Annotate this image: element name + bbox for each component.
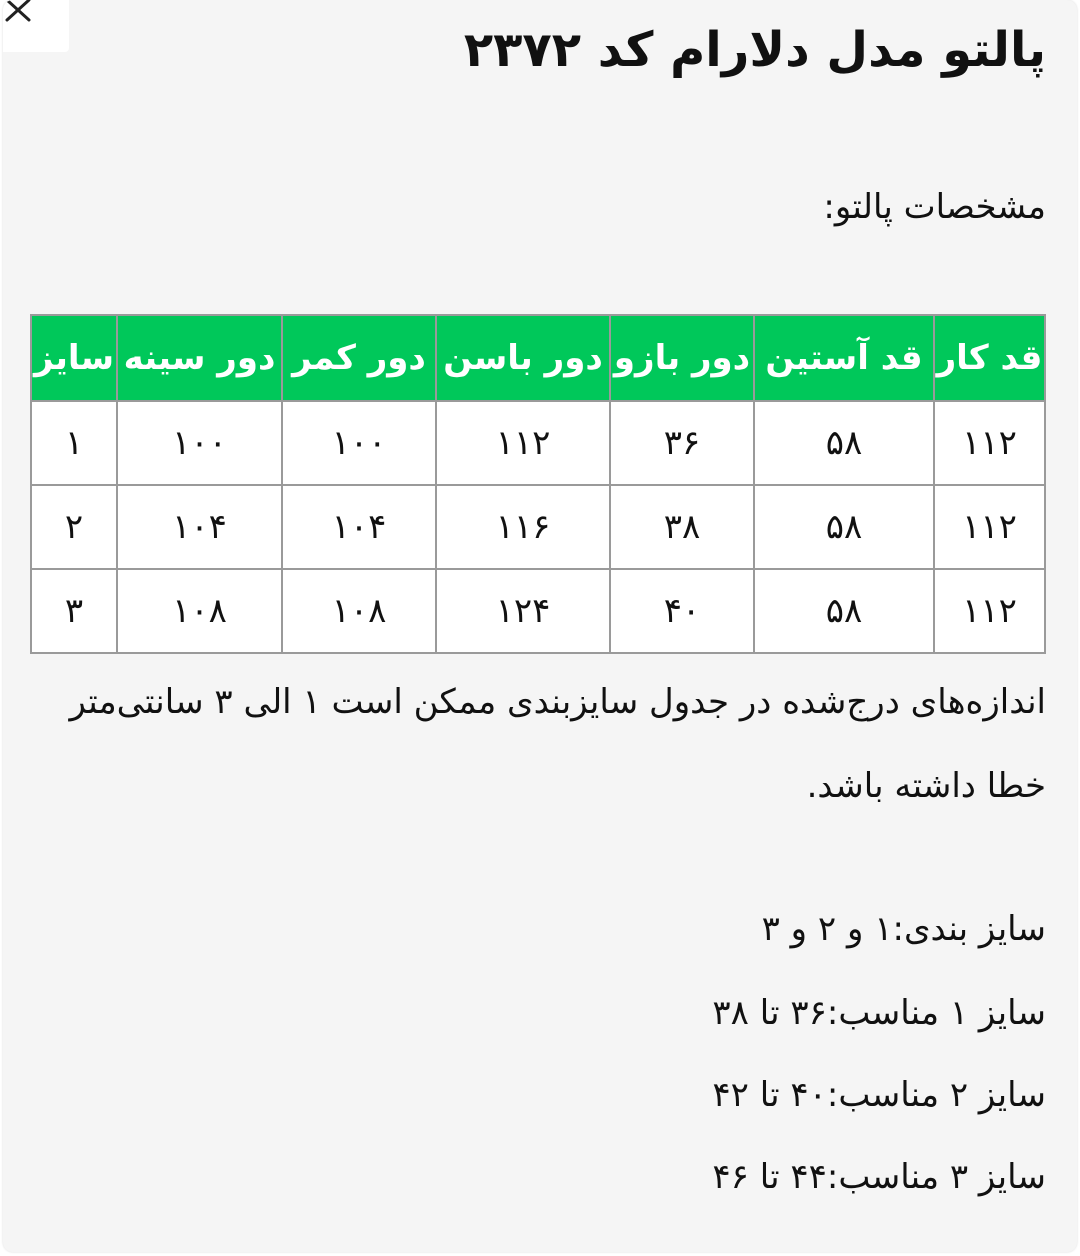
table-cell: ۱۰۴ <box>282 485 436 569</box>
sizing-line: سایز ۲ مناسب:۴۰ تا ۴۲ <box>712 1075 1046 1115</box>
table-row <box>31 569 1045 653</box>
column-header: قد کار <box>934 315 1045 401</box>
table-cell: ۱۱۲ <box>934 401 1045 485</box>
column-header: دور سینه <box>117 315 282 401</box>
close-tab <box>3 0 69 52</box>
sizing-note: اندازه‌های درج‌شده در جدول سایزبندی ممکن است ۱ الی ۳ سانتی‌متر خطا داشته باشد. <box>69 682 1046 806</box>
table-cell: ۴۰ <box>610 569 754 653</box>
table-cell: ۲ <box>31 485 117 569</box>
table-cell: ۱۰۸ <box>117 569 282 653</box>
table-header-row <box>31 315 1045 401</box>
table-cell: ۱۰۰ <box>117 401 282 485</box>
product-details-panel <box>3 0 1077 1252</box>
table-row <box>31 401 1045 485</box>
table-cell: ۵۸ <box>754 569 934 653</box>
table-cell: ۳ <box>31 569 117 653</box>
column-header: قد آستین <box>754 315 934 401</box>
table-cell: ۳۸ <box>610 485 754 569</box>
size-table <box>30 314 1046 654</box>
product-title: پالتو مدل دلارام کد ۲۳۷۲ <box>463 22 1046 78</box>
column-header: دور باسن <box>436 315 610 401</box>
column-header: دور کمر <box>282 315 436 401</box>
specs-heading: مشخصات پالتو: <box>823 187 1046 227</box>
table-cell: ۱۰۴ <box>117 485 282 569</box>
table-cell: ۱۰۰ <box>282 401 436 485</box>
sizing-line: سایز بندی:۱ و ۲ و ۳ <box>761 909 1046 949</box>
sizing-line: سایز ۳ مناسب:۴۴ تا ۴۶ <box>712 1157 1046 1197</box>
table-row <box>31 485 1045 569</box>
table-cell: ۵۸ <box>754 485 934 569</box>
table-cell: ۱۱۲ <box>436 401 610 485</box>
table-cell: ۱۱۲ <box>934 569 1045 653</box>
sizing-line: سایز ۱ مناسب:۳۶ تا ۳۸ <box>712 993 1046 1033</box>
table-cell: ۳۶ <box>610 401 754 485</box>
table-cell: ۵۸ <box>754 401 934 485</box>
table-cell: ۱۱۲ <box>934 485 1045 569</box>
column-header: سایز <box>31 315 117 401</box>
table-cell: ۱۰۸ <box>282 569 436 653</box>
close-icon <box>3 0 43 26</box>
column-header: دور بازو <box>610 315 754 401</box>
table-cell: ۱۲۴ <box>436 569 610 653</box>
table-cell: ۱ <box>31 401 117 485</box>
close-button[interactable] <box>3 0 43 26</box>
table-cell: ۱۱۶ <box>436 485 610 569</box>
